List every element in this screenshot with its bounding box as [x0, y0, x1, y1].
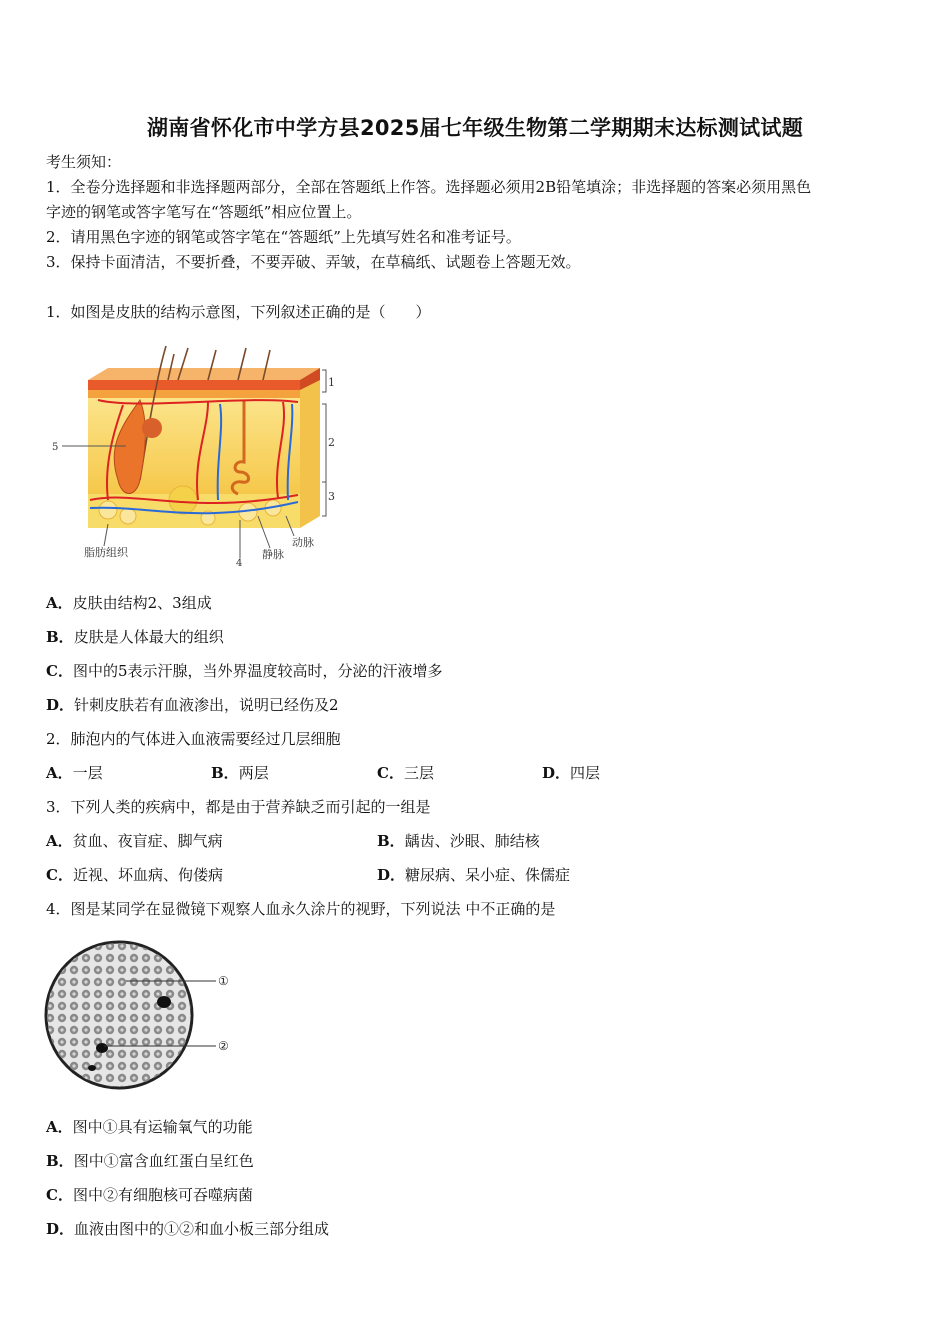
- label-1: 1: [328, 376, 335, 389]
- q4-option-b: B．图中①富含血红蛋白呈红色: [46, 1152, 254, 1170]
- q1-option-b: B．皮肤是人体最大的组织: [46, 628, 224, 646]
- q4-option-d: D．血液由图中的①②和血小板三部分组成: [46, 1220, 330, 1238]
- q1-option-d: D．针刺皮肤若有血液渗出，说明已经伤及2: [46, 696, 339, 714]
- q2-option-c: C．三层: [377, 764, 434, 782]
- skin-structure-figure: [48, 340, 348, 568]
- label-4: 4: [236, 558, 243, 568]
- question-3-stem: 3．下列人类的疾病中，都是由于营养缺乏而引起的一组是: [46, 798, 431, 816]
- label-5: 5: [52, 442, 59, 453]
- skin-side-face: [300, 368, 320, 528]
- label-3: 3: [328, 490, 335, 503]
- q2-option-d: D．四层: [542, 764, 601, 782]
- q1-option-c: C．图中的5表示汗腺，当外界温度较高时，分泌的汗液增多: [46, 662, 443, 680]
- label-2: 2: [328, 436, 335, 449]
- blood-smear-figure: [44, 940, 244, 1092]
- notice-item-3: 3．保持卡面清洁，不要折叠，不要弄破、弄皱，在草稿纸、试题卷上答题无效。: [46, 253, 581, 271]
- label-fat-tissue: 脂肪组织: [84, 546, 128, 559]
- label-circle-1: ①: [218, 974, 229, 988]
- skin-top-face: [88, 368, 320, 380]
- page-title: 湖南省怀化市中学方县2025届七年级生物第二学期期末达标测试试题: [146, 116, 804, 140]
- notice-item-1b: 字迹的钢笔或答字笔写在“答题纸”相应位置上。: [46, 203, 362, 221]
- q3-option-a: A．贫血、夜盲症、脚气病: [46, 832, 223, 850]
- q3-option-c: C．近视、坏血病、佝偻病: [46, 866, 223, 884]
- notice-item-1a: 1．全卷分选择题和非选择题两部分，全部在答题纸上作答。选择题必须用2B铅笔填涂；非选择题的答案必须用黑色: [46, 178, 812, 196]
- label-vein: 静脉: [262, 548, 284, 561]
- notice-item-2: 2．请用黑色字迹的钢笔或答字笔在“答题纸”上先填写姓名和准考证号。: [46, 228, 521, 246]
- label-circle-2: ②: [218, 1039, 229, 1053]
- question-4-stem: 4．图是某同学在显微镜下观察人血永久涂片的视野，下列说法 中不正确的是: [46, 900, 556, 918]
- question-2-stem: 2．肺泡内的气体进入血液需要经过几层细胞: [46, 730, 341, 748]
- q3-option-d: D．糖尿病、呆小症、侏儒症: [377, 866, 571, 884]
- epidermis-layer: [88, 380, 300, 390]
- q3-option-b: B．龋齿、沙眼、肺结核: [377, 832, 540, 850]
- q2-option-b: B．两层: [211, 764, 269, 782]
- label-artery: 动脉: [292, 536, 314, 549]
- q2-option-a: A．一层: [46, 764, 103, 782]
- sebaceous-gland: [142, 418, 162, 438]
- q4-option-c: C．图中②有细胞核可吞噬病菌: [46, 1186, 253, 1204]
- q4-option-a: A．图中①具有运输氧气的功能: [46, 1118, 253, 1136]
- notice-heading: 考生须知：: [46, 153, 122, 171]
- q1-option-a: A．皮肤由结构2、3组成: [46, 594, 212, 612]
- question-1-stem: 1．如图是皮肤的结构示意图，下列叙述正确的是（ ）: [46, 303, 431, 321]
